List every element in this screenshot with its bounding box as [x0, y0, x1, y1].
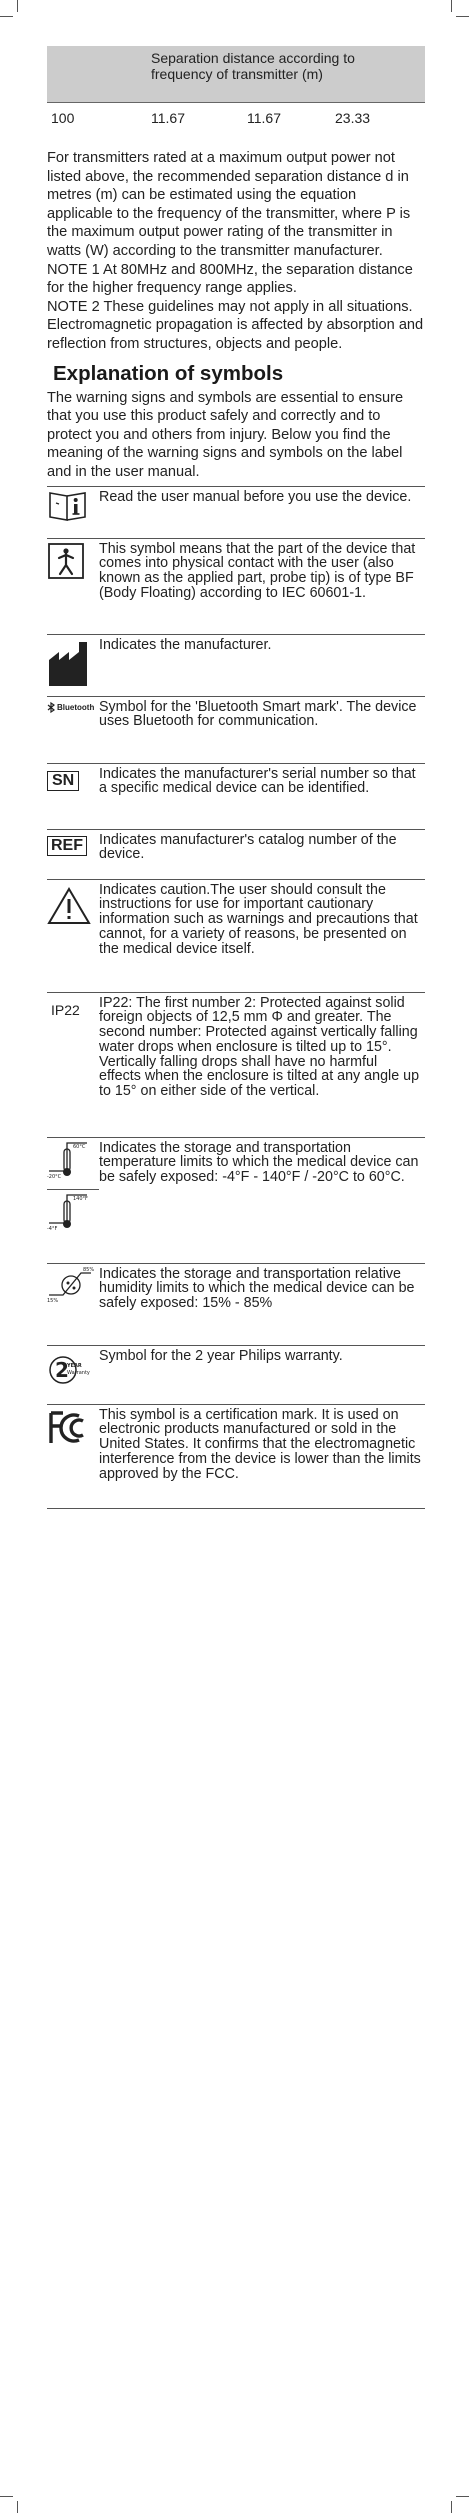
- svg-text:Warranty: Warranty: [67, 1369, 90, 1376]
- symbol-description: This symbol is a certification mark. It is used on electronic products manufactured or sold in the United States. It confirms that the electromagnetic interference from the device is lower than the limits approved by the FCC.: [99, 1406, 421, 1482]
- table-cell: 11.67: [151, 103, 247, 135]
- list-item: [47, 1137, 425, 1263]
- symbol-description: Symbol for the 'Bluetooth Smart mark'. The device uses Bluetooth for communication.: [99, 698, 417, 730]
- temperature-limit-fahrenheit-icon: [47, 1189, 99, 1251]
- note-paragraph: NOTE 1 At 80MHz and 800MHz, the separation distance for the higher frequency range applies.: [47, 261, 413, 297]
- symbol-description: Indicates the manufacturer.: [99, 636, 272, 653]
- symbol-description: Indicates the storage and transportation temperature limits to which the medical device can be safely exposed: -4°F - 140°F / -20°C to 60°C.: [99, 1139, 419, 1186]
- fcc-icon: [47, 1408, 99, 1508]
- svg-text:15%: 15%: [47, 1297, 59, 1304]
- table-cell: 23.33: [335, 103, 425, 135]
- catalog-number-icon: REF: [47, 833, 99, 879]
- bluetooth-smart-icon: [47, 700, 99, 763]
- crop-mark: [17, 0, 18, 12]
- crop-mark: [451, 2501, 452, 2513]
- list-end-divider: [47, 1508, 425, 1510]
- list-item: [47, 634, 425, 696]
- crop-mark: [451, 0, 452, 12]
- temperature-limit-icon: [47, 1141, 99, 1263]
- table-cell: 11.67: [247, 103, 335, 135]
- intro-paragraph: The warning signs and symbols are essential to ensure that you use this product safely and correctly and to protect you and others from injury. Below you find the meaning of the warning signs and symbols on the label and in the user manual.: [47, 389, 404, 480]
- symbol-description: Symbol for the 2 year Philips warranty.: [99, 1347, 343, 1364]
- symbol-description: Read the user manual before you use the device.: [99, 488, 412, 505]
- symbol-description: IP22: The first number 2: Protected against solid foreign objects of 12,5 mm Φ and greater. The second number: Protected against vertically falling water drops when enclosure is tilted up to 15°. Vertically falling drops shall have no harmful effects when the enclosure is tilted at any angle up to 15° on either side of the vertical.: [99, 994, 420, 1100]
- symbols-list: [47, 486, 425, 1510]
- note-paragraph: NOTE 2 These guidelines may not apply in all situations. Electromagnetic propagation is affected by absorption and reflection from structures, objects and people.: [47, 298, 424, 352]
- crop-mark: [456, 16, 469, 17]
- table-header-cell: [47, 46, 151, 103]
- svg-text:60°C: 60°C: [73, 1143, 86, 1150]
- list-item: [47, 1404, 425, 1508]
- section-title: Explanation of symbols: [53, 361, 284, 385]
- symbol-description: Indicates caution.The user should consult the instructions for use for important cautionary information such as warnings and precautions that cannot, for a variety of reasons, be presented on the medical device itself.: [99, 881, 418, 957]
- svg-text:2: 2: [55, 1357, 69, 1382]
- table-header-row: [47, 46, 425, 103]
- serial-number-icon: SN: [47, 767, 99, 829]
- type-bf-applied-part-icon: [47, 542, 99, 634]
- separation-distance-table: [47, 46, 425, 134]
- list-item: [47, 538, 425, 634]
- symbol-description: Indicates manufacturer's catalog number of the device.: [99, 831, 397, 863]
- list-item: [47, 1263, 425, 1345]
- list-item: [47, 829, 425, 879]
- table-header-cell: Separation distance according to frequency of transmitter (m): [151, 46, 425, 103]
- list-item: [47, 696, 425, 763]
- bluetooth-logo: Bluetooth: [47, 702, 94, 713]
- paragraph: For transmitters rated at a maximum output power not listed above, the recommended separation distance d in metres (m) can be estimated using the equation applicable to the frequency of the transmitter, where P is the maximum output power rating of the transmitter in watts (W) according to the transmitter manufacturer.: [47, 150, 411, 259]
- symbol-description: This symbol means that the part of the device that comes into physical contact with the user (also known as the applied part, probe tip) is of type BF (Body Floating) according to IEC 60601-1.: [99, 540, 416, 601]
- symbol-description: Indicates the manufacturer's serial number so that a specific medical device can be identified.: [99, 765, 416, 797]
- symbol-description: Indicates the storage and transportation relative humidity limits to which the medical device can be safely exposed: 15% - 85%: [99, 1265, 415, 1312]
- caution-icon: [47, 883, 99, 992]
- user-manual-icon: [47, 490, 99, 538]
- list-item: [47, 992, 425, 1137]
- svg-text:YEAR: YEAR: [67, 1362, 82, 1369]
- warranty-icon: [47, 1349, 99, 1404]
- crop-mark: [17, 2501, 18, 2513]
- list-item: [47, 879, 425, 992]
- crop-mark: [0, 2496, 13, 2497]
- page-content: [47, 46, 425, 1510]
- svg-text:85%: 85%: [83, 1266, 95, 1273]
- list-item: [47, 1345, 425, 1404]
- table-cell: 100: [47, 103, 151, 135]
- crop-mark: [456, 2496, 469, 2497]
- humidity-limit-icon: [47, 1267, 99, 1345]
- svg-text:-20°C: -20°C: [47, 1173, 62, 1180]
- list-item: [47, 486, 425, 538]
- table-row: [47, 103, 425, 135]
- svg-text:-4°F: -4°F: [47, 1225, 58, 1232]
- ip-rating-icon: IP22: [51, 1001, 80, 1018]
- manufacturer-icon: [47, 638, 99, 696]
- list-item: [47, 763, 425, 829]
- svg-text:140°F: 140°F: [73, 1195, 88, 1202]
- crop-mark: [0, 16, 13, 17]
